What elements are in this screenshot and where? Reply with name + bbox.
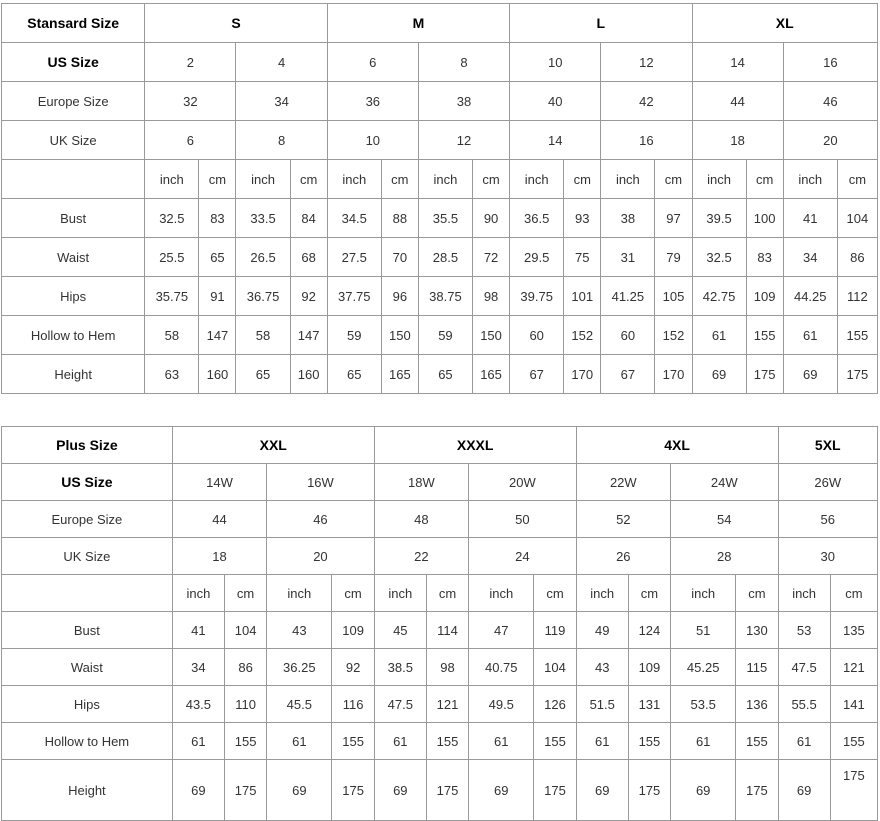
measurement-value: 53 — [778, 612, 830, 649]
measurement-label: Height — [2, 355, 145, 394]
measurement-value: 175 — [225, 760, 267, 821]
measurement-value: 90 — [473, 199, 510, 238]
measurement-value: 98 — [473, 277, 510, 316]
size-value: 20W — [469, 464, 576, 501]
measurement-value: 165 — [473, 355, 510, 394]
measurement-value: 33.5 — [236, 199, 290, 238]
measurement-value: 36.5 — [510, 199, 564, 238]
measurement-value: 155 — [534, 723, 576, 760]
measurement-value: 49.5 — [469, 686, 534, 723]
measurement-value: 59 — [327, 316, 381, 355]
unit-cm: cm — [628, 575, 670, 612]
measurement-value: 26.5 — [236, 238, 290, 277]
measurement-value: 42.75 — [692, 277, 746, 316]
measurement-value: 61 — [374, 723, 426, 760]
unit-cm: cm — [199, 160, 236, 199]
size-group-header: XXXL — [374, 427, 576, 464]
measurement-value: 37.75 — [327, 277, 381, 316]
measurement-row — [2, 686, 878, 723]
measurement-value: 69 — [172, 760, 224, 821]
table-title: Stansard Size — [2, 4, 145, 43]
measurement-value: 45.25 — [671, 649, 736, 686]
measurement-value: 136 — [736, 686, 778, 723]
measurement-value: 43 — [576, 649, 628, 686]
unit-inch: inch — [778, 575, 830, 612]
measurement-value: 45 — [374, 612, 426, 649]
plus-size-table — [1, 426, 878, 821]
size-value: 20 — [783, 121, 877, 160]
measurement-value: 36.75 — [236, 277, 290, 316]
measurement-label: Hips — [2, 277, 145, 316]
unit-row-label — [2, 160, 145, 199]
measurement-value: 175 — [628, 760, 670, 821]
measurement-value: 155 — [736, 723, 778, 760]
measurement-value: 130 — [736, 612, 778, 649]
standard-size-table — [1, 3, 878, 394]
measurement-value: 43.5 — [172, 686, 224, 723]
measurement-label: Hollow to Hem — [2, 723, 173, 760]
size-value: 54 — [671, 501, 778, 538]
europe-size-row — [2, 82, 878, 121]
measurement-value: 160 — [199, 355, 236, 394]
measurement-value: 69 — [469, 760, 534, 821]
measurement-value: 68 — [290, 238, 327, 277]
size-value: 40 — [510, 82, 601, 121]
unit-inch: inch — [267, 575, 332, 612]
size-value: 56 — [778, 501, 878, 538]
unit-row-label — [2, 575, 173, 612]
measurement-row — [2, 199, 878, 238]
size-value: 26 — [576, 538, 670, 575]
measurement-value: 165 — [381, 355, 418, 394]
measurement-value: 150 — [473, 316, 510, 355]
measurement-value: 175 — [426, 760, 468, 821]
size-value: 22 — [374, 538, 468, 575]
measurement-value: 175 — [746, 355, 783, 394]
measurement-value: 38.5 — [374, 649, 426, 686]
size-value: 20 — [267, 538, 375, 575]
unit-cm: cm — [655, 160, 692, 199]
measurement-value: 152 — [655, 316, 692, 355]
measurement-value: 61 — [778, 723, 830, 760]
measurement-value: 124 — [628, 612, 670, 649]
measurement-value: 155 — [837, 316, 877, 355]
measurement-value: 61 — [671, 723, 736, 760]
size-value: 28 — [671, 538, 778, 575]
size-value: 48 — [374, 501, 468, 538]
size-group-header: M — [327, 4, 509, 43]
header-row — [2, 427, 878, 464]
measurement-value: 59 — [418, 316, 472, 355]
measurement-value: 93 — [564, 199, 601, 238]
size-value: 46 — [783, 82, 877, 121]
size-value: 8 — [418, 43, 509, 82]
measurement-value: 175 — [534, 760, 576, 821]
size-value: 34 — [236, 82, 327, 121]
us-size-row — [2, 464, 878, 501]
unit-inch: inch — [172, 575, 224, 612]
uk-size-row — [2, 538, 878, 575]
measurement-value: 155 — [830, 723, 877, 760]
measurement-value: 29.5 — [510, 238, 564, 277]
measurement-value: 175 — [830, 760, 877, 821]
size-group-header: XL — [692, 4, 878, 43]
measurement-value: 39.5 — [692, 199, 746, 238]
measurement-value: 104 — [837, 199, 877, 238]
size-value: 10 — [510, 43, 601, 82]
measurement-value: 147 — [199, 316, 236, 355]
measurement-value: 47.5 — [778, 649, 830, 686]
measurement-row — [2, 316, 878, 355]
measurement-value: 34.5 — [327, 199, 381, 238]
measurement-value: 69 — [692, 355, 746, 394]
measurement-value: 45.5 — [267, 686, 332, 723]
size-value: 8 — [236, 121, 327, 160]
us-size-row — [2, 43, 878, 82]
measurement-label: Hips — [2, 686, 173, 723]
measurement-value: 58 — [236, 316, 290, 355]
row-label: UK Size — [2, 538, 173, 575]
measurement-value: 61 — [783, 316, 837, 355]
measurement-value: 150 — [381, 316, 418, 355]
measurement-row — [2, 277, 878, 316]
unit-inch: inch — [510, 160, 564, 199]
unit-inch: inch — [692, 160, 746, 199]
unit-cm: cm — [736, 575, 778, 612]
unit-cm: cm — [830, 575, 877, 612]
europe-size-row — [2, 501, 878, 538]
measurement-value: 100 — [746, 199, 783, 238]
size-value: 18W — [374, 464, 468, 501]
unit-cm: cm — [332, 575, 374, 612]
unit-row — [2, 575, 878, 612]
measurement-value: 86 — [837, 238, 877, 277]
measurement-value: 131 — [628, 686, 670, 723]
unit-inch: inch — [374, 575, 426, 612]
measurement-value: 32.5 — [145, 199, 199, 238]
measurement-value: 41.25 — [601, 277, 655, 316]
measurement-value: 98 — [426, 649, 468, 686]
measurement-value: 32.5 — [692, 238, 746, 277]
measurement-value: 97 — [655, 199, 692, 238]
measurement-value: 61 — [172, 723, 224, 760]
measurement-value: 49 — [576, 612, 628, 649]
size-value: 46 — [267, 501, 375, 538]
measurement-value: 61 — [469, 723, 534, 760]
measurement-value: 69 — [778, 760, 830, 821]
row-label: Europe Size — [2, 82, 145, 121]
measurement-value: 60 — [510, 316, 564, 355]
measurement-value: 43 — [267, 612, 332, 649]
measurement-label: Waist — [2, 238, 145, 277]
measurement-value: 88 — [381, 199, 418, 238]
measurement-value: 35.5 — [418, 199, 472, 238]
measurement-label: Bust — [2, 199, 145, 238]
unit-row — [2, 160, 878, 199]
measurement-value: 175 — [736, 760, 778, 821]
measurement-value: 51.5 — [576, 686, 628, 723]
measurement-value: 40.75 — [469, 649, 534, 686]
unit-cm: cm — [225, 575, 267, 612]
measurement-value: 135 — [830, 612, 877, 649]
size-value: 22W — [576, 464, 670, 501]
measurement-value: 126 — [534, 686, 576, 723]
unit-inch: inch — [418, 160, 472, 199]
measurement-label: Hollow to Hem — [2, 316, 145, 355]
measurement-value: 36.25 — [267, 649, 332, 686]
measurement-value: 91 — [199, 277, 236, 316]
measurement-value: 175 — [332, 760, 374, 821]
size-value: 24W — [671, 464, 778, 501]
measurement-value: 69 — [374, 760, 426, 821]
measurement-value: 65 — [199, 238, 236, 277]
measurement-value: 69 — [671, 760, 736, 821]
size-value: 10 — [327, 121, 418, 160]
unit-inch: inch — [783, 160, 837, 199]
measurement-value: 92 — [332, 649, 374, 686]
measurement-value: 63 — [145, 355, 199, 394]
size-value: 2 — [145, 43, 236, 82]
unit-inch: inch — [236, 160, 290, 199]
measurement-value: 72 — [473, 238, 510, 277]
measurement-row — [2, 612, 878, 649]
measurement-value: 86 — [225, 649, 267, 686]
measurement-value: 83 — [746, 238, 783, 277]
measurement-value: 121 — [426, 686, 468, 723]
size-value: 32 — [145, 82, 236, 121]
measurement-value: 38 — [601, 199, 655, 238]
measurement-value: 110 — [225, 686, 267, 723]
measurement-value: 155 — [332, 723, 374, 760]
measurement-value: 160 — [290, 355, 327, 394]
size-value: 50 — [469, 501, 576, 538]
measurement-value: 69 — [267, 760, 332, 821]
measurement-value: 55.5 — [778, 686, 830, 723]
size-value: 42 — [601, 82, 692, 121]
measurement-value: 96 — [381, 277, 418, 316]
measurement-value: 47.5 — [374, 686, 426, 723]
measurement-value: 147 — [290, 316, 327, 355]
measurement-value: 92 — [290, 277, 327, 316]
measurement-value: 114 — [426, 612, 468, 649]
measurement-value: 53.5 — [671, 686, 736, 723]
size-group-header: L — [510, 4, 692, 43]
measurement-value: 155 — [628, 723, 670, 760]
measurement-row — [2, 355, 878, 394]
measurement-value: 155 — [426, 723, 468, 760]
measurement-value: 41 — [172, 612, 224, 649]
unit-inch: inch — [671, 575, 736, 612]
size-value: 16 — [601, 121, 692, 160]
measurement-value: 104 — [225, 612, 267, 649]
measurement-value: 67 — [601, 355, 655, 394]
measurement-value: 84 — [290, 199, 327, 238]
measurement-value: 34 — [783, 238, 837, 277]
row-label: UK Size — [2, 121, 145, 160]
unit-cm: cm — [837, 160, 877, 199]
unit-cm: cm — [534, 575, 576, 612]
size-value: 36 — [327, 82, 418, 121]
size-value: 18 — [172, 538, 266, 575]
unit-cm: cm — [290, 160, 327, 199]
measurement-value: 112 — [837, 277, 877, 316]
size-value: 44 — [172, 501, 266, 538]
measurement-value: 109 — [746, 277, 783, 316]
measurement-value: 69 — [576, 760, 628, 821]
measurement-value: 61 — [692, 316, 746, 355]
size-value: 16W — [267, 464, 375, 501]
unit-inch: inch — [576, 575, 628, 612]
measurement-value: 104 — [534, 649, 576, 686]
measurement-value: 141 — [830, 686, 877, 723]
measurement-value: 109 — [628, 649, 670, 686]
unit-inch: inch — [327, 160, 381, 199]
measurement-value: 28.5 — [418, 238, 472, 277]
measurement-value: 31 — [601, 238, 655, 277]
measurement-value: 44.25 — [783, 277, 837, 316]
measurement-value: 70 — [381, 238, 418, 277]
measurement-value: 155 — [225, 723, 267, 760]
row-label: Europe Size — [2, 501, 173, 538]
measurement-value: 115 — [736, 649, 778, 686]
measurement-row — [2, 649, 878, 686]
size-group-header: 4XL — [576, 427, 778, 464]
measurement-value: 60 — [601, 316, 655, 355]
size-group-header: XXL — [172, 427, 374, 464]
measurement-value: 27.5 — [327, 238, 381, 277]
size-value: 16 — [783, 43, 877, 82]
measurement-value: 35.75 — [145, 277, 199, 316]
size-value: 4 — [236, 43, 327, 82]
size-value: 26W — [778, 464, 878, 501]
size-value: 44 — [692, 82, 783, 121]
measurement-value: 65 — [418, 355, 472, 394]
unit-cm: cm — [473, 160, 510, 199]
measurement-value: 67 — [510, 355, 564, 394]
measurement-value: 61 — [576, 723, 628, 760]
size-value: 38 — [418, 82, 509, 121]
table-title: Plus Size — [2, 427, 173, 464]
uk-size-row — [2, 121, 878, 160]
measurement-value: 39.75 — [510, 277, 564, 316]
size-value: 14W — [172, 464, 266, 501]
header-row — [2, 4, 878, 43]
measurement-row — [2, 238, 878, 277]
row-label: US Size — [2, 464, 173, 501]
unit-inch: inch — [145, 160, 199, 199]
row-label: US Size — [2, 43, 145, 82]
unit-cm: cm — [381, 160, 418, 199]
measurement-label: Height — [2, 760, 173, 821]
measurement-label: Waist — [2, 649, 173, 686]
size-value: 6 — [145, 121, 236, 160]
measurement-value: 170 — [564, 355, 601, 394]
size-value: 6 — [327, 43, 418, 82]
measurement-value: 47 — [469, 612, 534, 649]
measurement-value: 25.5 — [145, 238, 199, 277]
unit-cm: cm — [426, 575, 468, 612]
size-value: 12 — [418, 121, 509, 160]
measurement-value: 119 — [534, 612, 576, 649]
unit-cm: cm — [564, 160, 601, 199]
measurement-value: 121 — [830, 649, 877, 686]
measurement-value: 34 — [172, 649, 224, 686]
measurement-value: 116 — [332, 686, 374, 723]
size-value: 24 — [469, 538, 576, 575]
measurement-row — [2, 760, 878, 821]
measurement-label: Bust — [2, 612, 173, 649]
unit-inch: inch — [469, 575, 534, 612]
size-value: 18 — [692, 121, 783, 160]
measurement-value: 61 — [267, 723, 332, 760]
measurement-value: 41 — [783, 199, 837, 238]
size-group-header: S — [145, 4, 327, 43]
size-value: 14 — [692, 43, 783, 82]
measurement-value: 75 — [564, 238, 601, 277]
measurement-value: 155 — [746, 316, 783, 355]
measurement-value: 152 — [564, 316, 601, 355]
measurement-value: 175 — [837, 355, 877, 394]
measurement-value: 69 — [783, 355, 837, 394]
measurement-value: 105 — [655, 277, 692, 316]
measurement-value: 83 — [199, 199, 236, 238]
size-value: 30 — [778, 538, 878, 575]
measurement-value: 65 — [327, 355, 381, 394]
measurement-value: 79 — [655, 238, 692, 277]
measurement-value: 65 — [236, 355, 290, 394]
measurement-value: 38.75 — [418, 277, 472, 316]
measurement-value: 170 — [655, 355, 692, 394]
measurement-row — [2, 723, 878, 760]
unit-cm: cm — [746, 160, 783, 199]
measurement-value: 109 — [332, 612, 374, 649]
size-value: 52 — [576, 501, 670, 538]
size-value: 12 — [601, 43, 692, 82]
measurement-value: 101 — [564, 277, 601, 316]
size-value: 14 — [510, 121, 601, 160]
measurement-value: 51 — [671, 612, 736, 649]
unit-inch: inch — [601, 160, 655, 199]
measurement-value: 58 — [145, 316, 199, 355]
size-group-header: 5XL — [778, 427, 878, 464]
